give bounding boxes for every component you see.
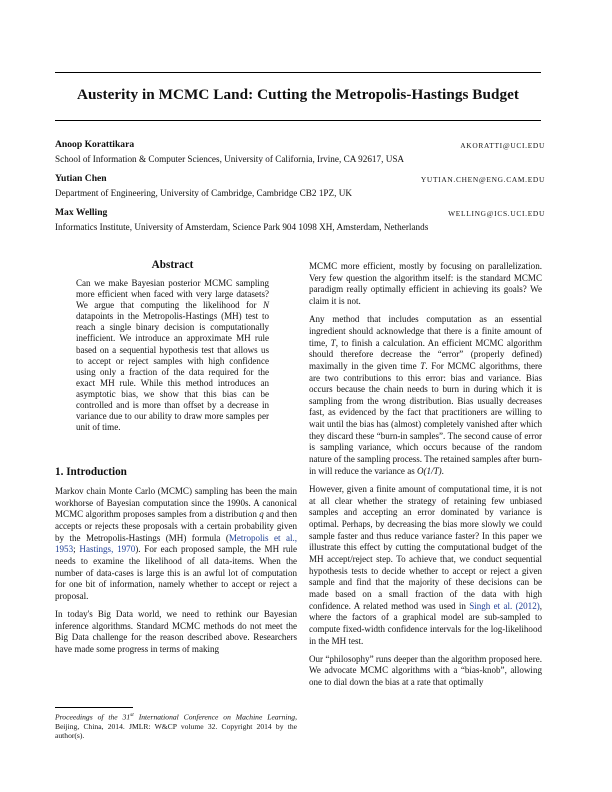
- author-email-3: WELLING@ICS.UCI.EDU: [448, 209, 545, 218]
- citation-metropolis[interactable]: Metropolis et al., 1953: [55, 532, 297, 555]
- right-paragraph-2: [309, 314, 542, 477]
- footnote-details: , Beijing, China, 2014. JMLR: W&CP volume 32. Copyright 2014 by the author(s).: [55, 712, 297, 741]
- right-paragraph-1: MCMC more efficient, mostly by focusing on parallelization. Very few question the algorithm itself: is the standard MCMC paradigm really optimally efficient in achieving its goals? We claim it is not.: [309, 261, 542, 306]
- footnote: [55, 711, 297, 741]
- paper-title: Austerity in MCMC Land: Cutting the Metropolis-Hastings Budget: [77, 86, 519, 103]
- abstract-heading: Abstract: [151, 259, 194, 271]
- right-p2-text-c: . For MCMC algorithms, there are two contributions to this error: bias and variance. Bias occurs because the chain needs to burn in during which it is sampling from the wrong distribution. Bias usually decreases fast, as evidenced by the fact that practitioners are willing to wait until the bias has (almost) completely vanished after which they discard these “burn-in samples”. The second cause of error is sampling variance, which occurs because of the random nature of the sampling process. The retained samples after burn-in will reduce the variance as: [309, 360, 542, 476]
- intro-p1-math-q: q: [259, 509, 264, 520]
- intro-paragraph-2: In today's Big Data world, we need to rethink our Bayesian inference algorithms. Standard MCMC methods do not meet the Big Data challenge for the reason described above. Researchers have made some progress in terms of making: [55, 609, 297, 655]
- abstract-text-b: datapoints in the Metropolis-Hastings (MH) test to reach a single binary decision is computationally inefficient. We introduce an approximate MH rule based on a sequential hypothesis test that allows us to accept or reject samples with high confidence using only a fraction of the data required for the exact MH rule. While this method introduces an asymptotic bias, we show that this bias can be controlled and is more than offset by a decrease in variance due to our ability to draw more samples per unit of time.: [76, 311, 269, 433]
- right-p2-text-a: Any method that includes computation as an essential ingredient should acknowledge that there is a finite amount of time,: [309, 314, 542, 348]
- left-column-body: [55, 486, 297, 662]
- author-affiliation-1: School of Information & Computer Sciences, University of California, Irvine, CA 92617, USA: [55, 154, 405, 164]
- author-name-1: Anoop Korattikara: [55, 139, 135, 150]
- abstract-text-a: Can we make Bayesian posterior MCMC sampling more efficient when faced with very large datasets? We argue that computing the likelihood for: [76, 278, 269, 311]
- right-p3-text-b: , where the factors of a graphical model are sub-sampled to compute fixed-width confidence intervals for the log-likelihood in the MH test.: [309, 600, 543, 646]
- author-name-3: Max Welling: [55, 207, 108, 218]
- footnote-proceedings: Proceedings of the 31: [55, 712, 131, 722]
- right-p2-math-t1: T: [330, 337, 336, 348]
- intro-p1-text-a: Markov chain Monte Carlo (MCMC) sampling has been the main workhorse of Bayesian computation since the 1990s. A canonical MCMC algorithm proposes samples from a distribution: [55, 486, 297, 520]
- right-paragraph-3: [309, 484, 542, 647]
- right-p2-text-b: , to finish a calculation. An efficient MCMC algorithm should therefore decrease the “error” (properly defined) maximally in the given time: [309, 337, 543, 371]
- right-paragraph-4: Our “philosophy” runs deeper than the algorithm proposed here. We advocate MCMC algorithms with a “bias-knob”, allowing one to dial down the bias at a rate that optimally: [309, 653, 542, 688]
- right-p2-math-t2: T: [420, 360, 426, 371]
- author-name-2: Yutian Chen: [55, 173, 107, 184]
- author-affiliation-3: Informatics Institute, University of Amsterdam, Science Park 904 1098 XH, Amsterdam, Netherlands: [55, 222, 429, 232]
- section-heading-introduction: 1. Introduction: [55, 466, 127, 478]
- intro-p1-text-b: and then accepts or rejects these proposals with a certain probability given by the Metropolis-Hastings (MH) formula (: [55, 509, 297, 543]
- citation-hastings[interactable]: Hastings, 1970: [79, 544, 136, 555]
- footnote-conference: International Conference on Machine Learning: [133, 712, 296, 722]
- citation-singh[interactable]: Singh et al. (2012): [469, 600, 540, 611]
- abstract-math-n: N: [262, 300, 269, 311]
- right-p3-text-a: However, given a finite amount of computational time, it is not at all clear whether the strategy of retaining few unbiased samples and accepting an error dominated by variance is optimal. Perhaps, by decreasing the bias more slowly we could sample faster and thus reduce variance faster? In this paper we illustrate this effect by cutting the computational budget of the MH accept/reject step. To achieve that, we conduct sequential hypothesis tests to decide whether to accept or reject a given sample and find that the majority of these decisions can be made based on a small fraction of the data with high confidence. A related method was used in: [309, 484, 542, 611]
- abstract-body: [76, 278, 269, 433]
- right-p2-math-o: O(1/T): [417, 465, 442, 476]
- author-affiliation-2: Department of Engineering, University of Cambridge, Cambridge CB2 1PZ, UK: [55, 188, 353, 198]
- footnote-rule: [55, 707, 133, 708]
- top-rule: [55, 72, 541, 73]
- intro-paragraph-1: [55, 486, 297, 603]
- intro-p1-sep: ;: [73, 544, 80, 555]
- author-email-1: AKORATTI@UCI.EDU: [460, 141, 545, 150]
- intro-p1-text-c: ). For each proposed sample, the MH rule needs to examine the likelihood of all data-items. When the number of data-cases is large this is an awful lot of computation for one bit of information, namely whether to accept or reject a proposal.: [55, 544, 297, 601]
- title-bottom-rule: [55, 120, 541, 121]
- right-p2-text-d: .: [441, 465, 444, 476]
- footnote-sup: st: [130, 712, 134, 718]
- author-email-2: YUTIAN.CHEN@ENG.CAM.EDU: [420, 175, 545, 184]
- right-column-body: [309, 261, 542, 695]
